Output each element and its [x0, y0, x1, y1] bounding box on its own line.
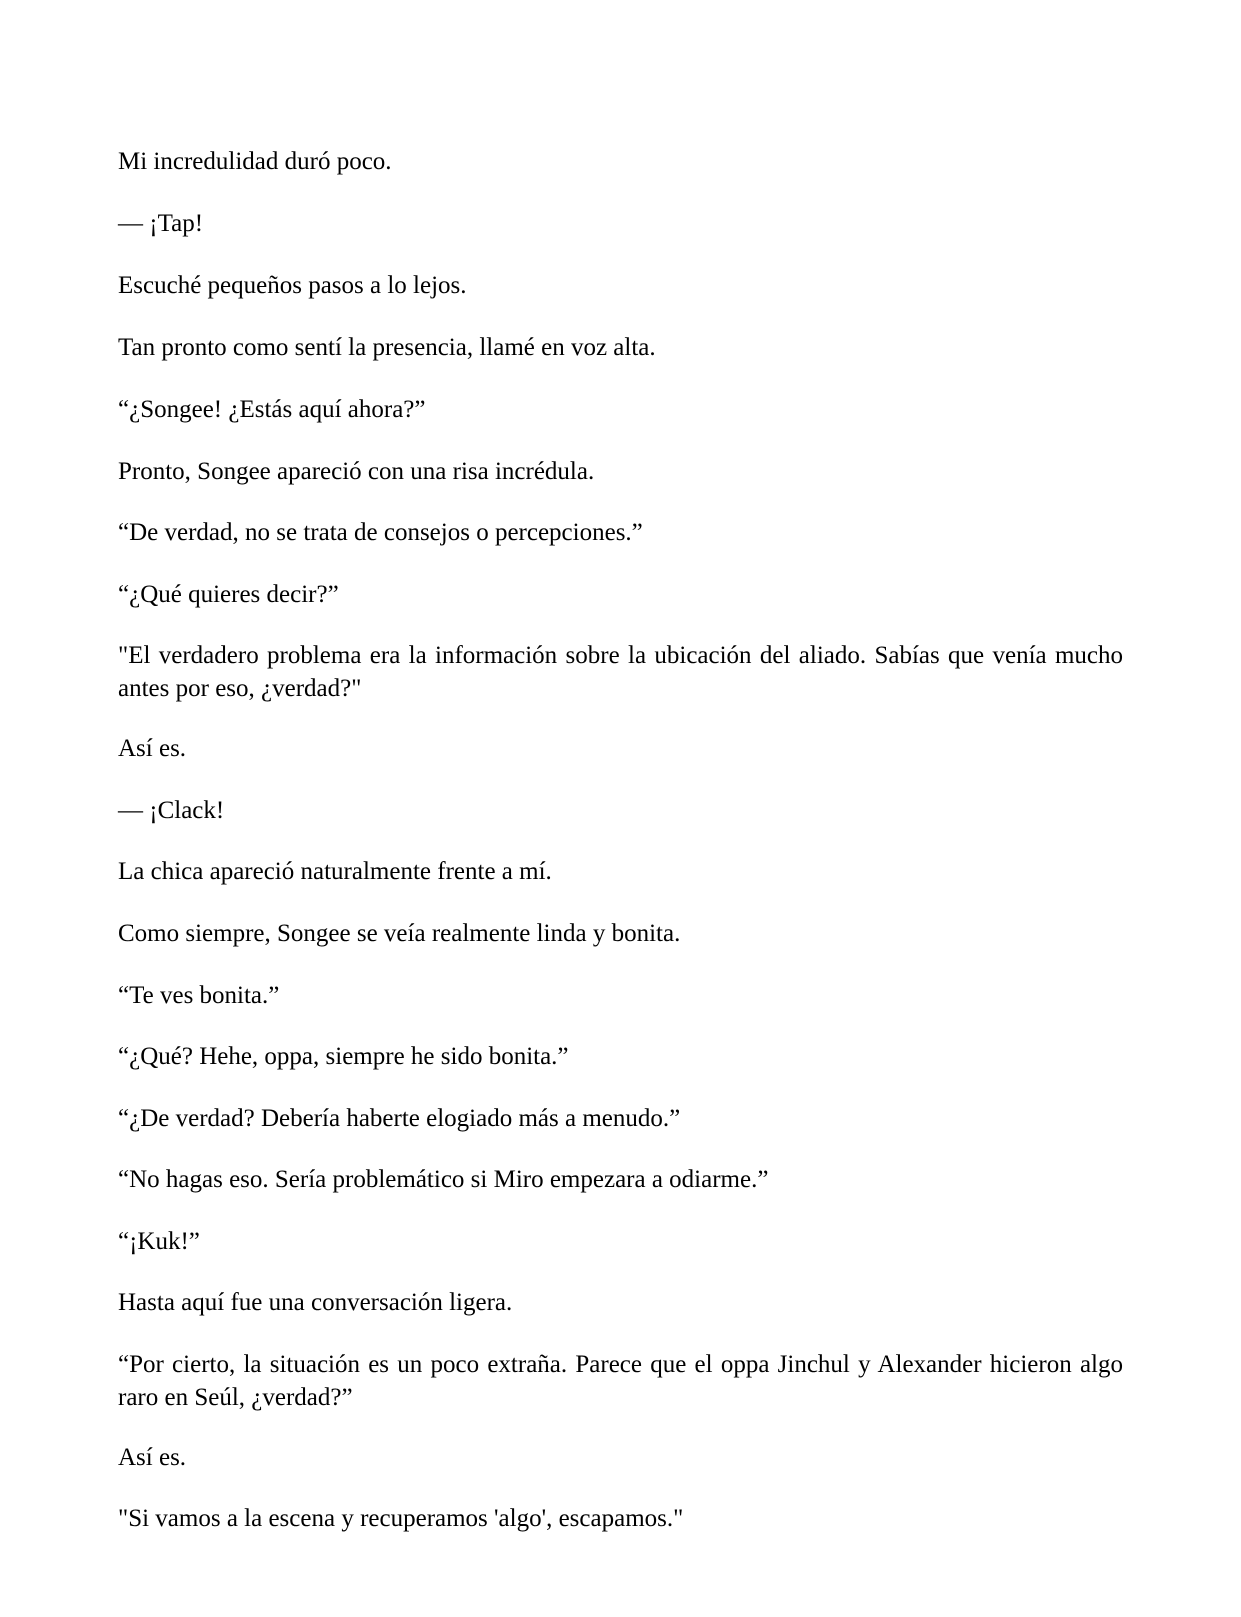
paragraph: “Te ves bonita.” — [118, 982, 280, 1009]
paragraph: Mi incredulidad duró poco. — [118, 148, 392, 175]
paragraph: “¿De verdad? Debería haberte elogiado más a menudo.” — [118, 1105, 681, 1132]
paragraph: Así es. — [118, 735, 187, 762]
paragraph: Tan pronto como sentí la presencia, llamé en voz alta. — [118, 334, 656, 361]
paragraph: “De verdad, no se trata de consejos o percepciones.” — [118, 519, 643, 546]
paragraph: “¿Qué quieres decir?” — [118, 581, 339, 608]
paragraph: “Por cierto, la situación es un poco extraña. Parece que el oppa Jinchul y Alexander hicieron algo raro en Seúl, ¿verdad?” — [118, 1351, 1123, 1411]
paragraph: — ¡Tap! — [118, 210, 204, 237]
paragraph: Así es. — [118, 1444, 187, 1471]
paragraph: — ¡Clack! — [118, 797, 225, 824]
paragraph: "El verdadero problema era la información sobre la ubicación del aliado. Sabías que venía mucho antes por eso, ¿verdad?" — [118, 642, 1123, 702]
paragraph: “¡Kuk!” — [118, 1228, 200, 1255]
paragraph: “¿Songee! ¿Estás aquí ahora?” — [118, 396, 426, 423]
paragraph: "Si vamos a la escena y recuperamos 'algo', escapamos." — [118, 1505, 684, 1532]
paragraph: Como siempre, Songee se veía realmente linda y bonita. — [118, 920, 681, 947]
paragraph: “No hagas eso. Sería problemático si Miro empezara a odiarme.” — [118, 1166, 769, 1193]
paragraph: La chica apareció naturalmente frente a mí. — [118, 858, 552, 885]
paragraph: Escuché pequeños pasos a lo lejos. — [118, 272, 467, 299]
paragraph: Hasta aquí fue una conversación ligera. — [118, 1289, 513, 1316]
paragraph: Pronto, Songee apareció con una risa incrédula. — [118, 458, 595, 485]
paragraph: “¿Qué? Hehe, oppa, siempre he sido bonita.” — [118, 1043, 569, 1070]
